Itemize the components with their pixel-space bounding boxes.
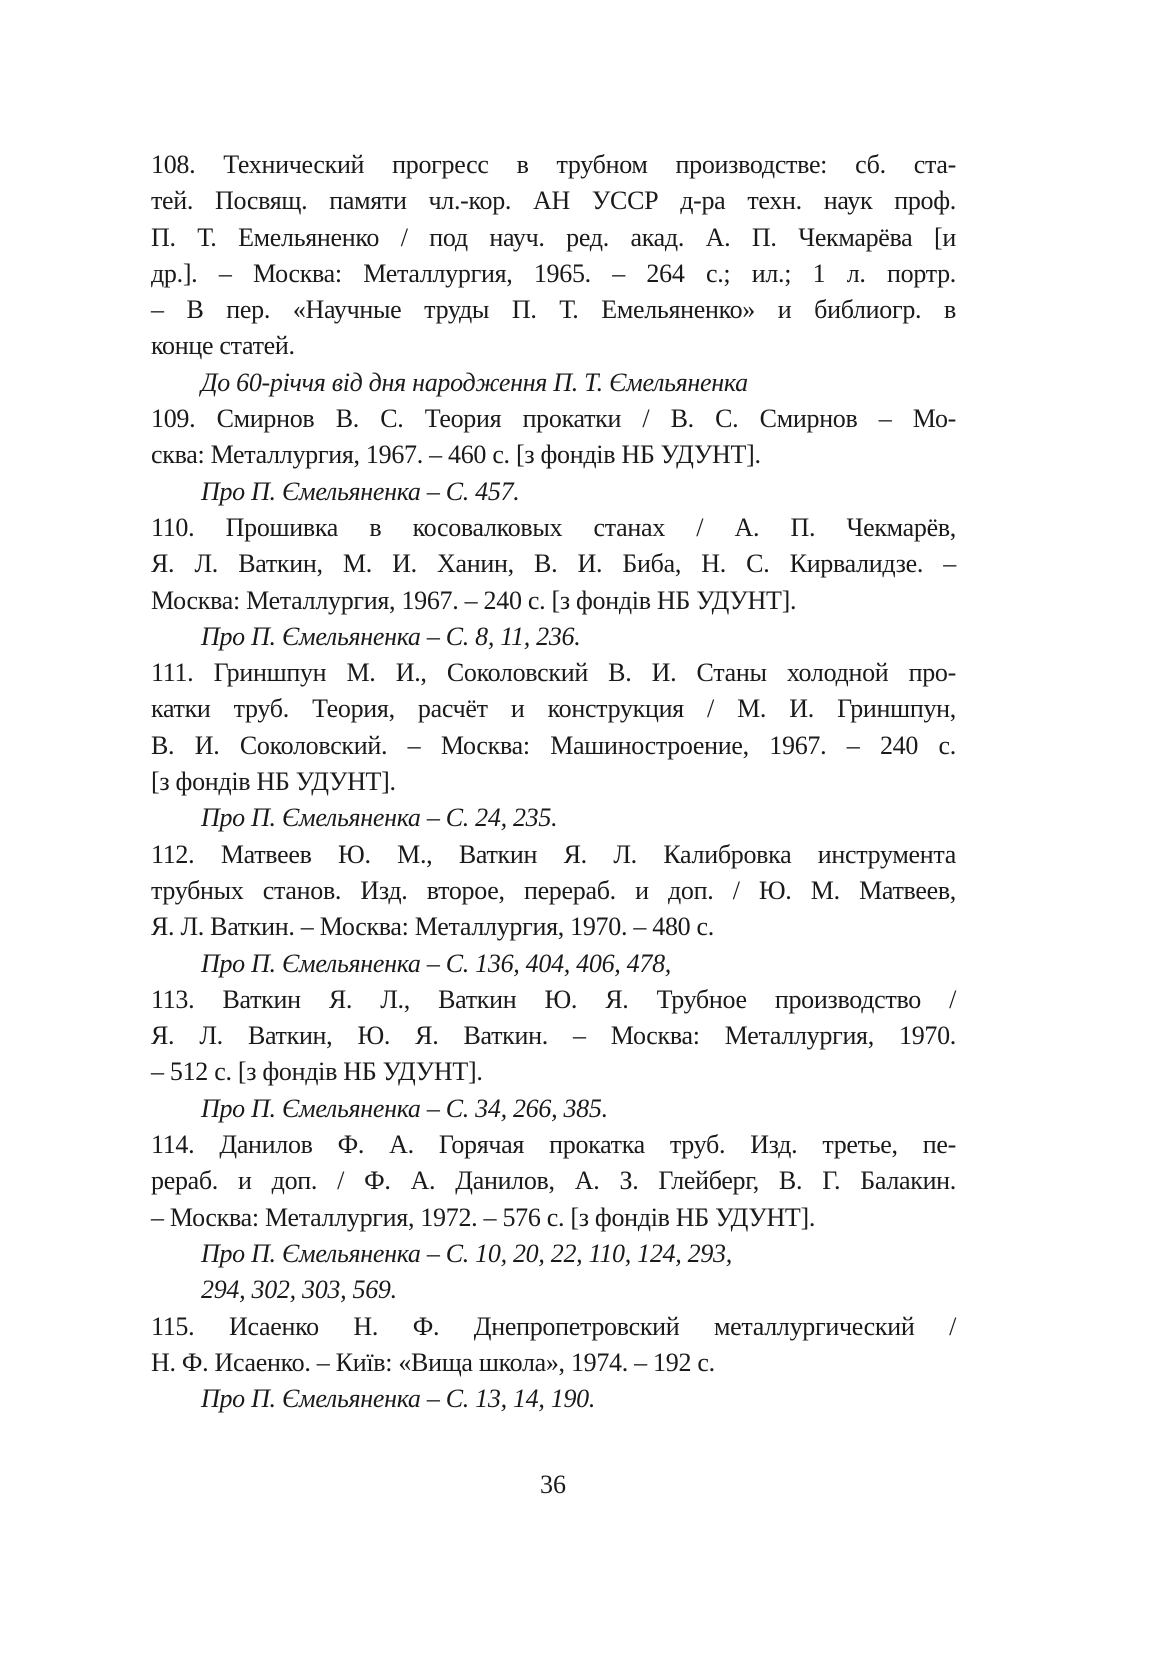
entry-text-line: рераб. и доп. / Ф. А. Данилов, А. З. Глейберг, В. Г. Балакин. [151,1166,956,1196]
bibliography-entry [151,401,956,510]
entry-note: Про П. Ємельяненка – С. 34, 266, 385. [201,1093,608,1123]
entry-note: 294, 302, 303, 569. [201,1275,397,1305]
entry-note: Про П. Ємельяненка – С. 24, 235. [201,803,558,833]
entry-text-line: 114. Данилов Ф. А. Горячая прокатка труб. Изд. третье, пе- [151,1130,956,1160]
entry-text-line: 111. Гриншпун М. И., Соколовский В. И. Станы холодной про- [151,658,956,688]
entry-text-line: – В пер. «Научные труды П. Т. Емельяненко» и библиогр. в [151,295,956,325]
entry-text-line: Я. Л. Ваткин, Ю. Я. Ваткин. – Москва: Металлургия, 1970. [151,1021,956,1051]
entry-text-line: 115. Исаенко Н. Ф. Днепропетровский металлургический / [151,1311,956,1341]
bibliography-list [151,147,956,1417]
entry-text-line: др.]. – Москва: Металлургия, 1965. – 264 с.; ил.; 1 л. портр. [151,258,956,288]
entry-text-line: 109. Смирнов В. С. Теория прокатки / В. С. Смирнов – Мо- [151,404,956,434]
entry-text-line: конце статей. [151,331,295,361]
bibliography-entry [151,1309,956,1418]
entry-note: Про П. Ємельяненка – С. 136, 404, 406, 478, [201,948,671,978]
entry-text-line: 110. Прошивка в косовалковых станах / А. П. Чекмарёв, [151,512,956,542]
entry-text-line: П. Т. Емельяненко / под науч. ред. акад. А. П. Чекмарёва [и [151,222,956,252]
entry-text-line: Я. Л. Ваткин. – Москва: Металлургия, 1970. – 480 с. [151,912,714,942]
bibliography-entry [151,655,956,836]
entry-text-line: трубных станов. Изд. второе, перераб. и доп. / Ю. М. Матвеев, [151,875,956,905]
bibliography-entry [151,982,956,1127]
entry-text-line: В. И. Соколовский. – Москва: Машиностроение, 1967. – 240 с. [151,730,956,760]
entry-text-line: – 512 с. [з фондів НБ УДУНТ]. [151,1057,483,1087]
entry-note: Про П. Ємельяненка – С. 13, 14, 190. [201,1384,596,1414]
entry-note: Про П. Ємельяненка – С. 10, 20, 22, 110, 124, 293, [201,1238,732,1268]
bibliography-entry [151,147,956,401]
bibliography-entry [151,1127,956,1308]
entry-text-line: Москва: Металлургия, 1967. – 240 с. [з фондів НБ УДУНТ]. [151,585,797,615]
entry-note: Про П. Ємельяненка – С. 457. [201,476,520,506]
entry-text-line: [з фондів НБ УДУНТ]. [151,767,396,797]
entry-text-line: 113. Ваткин Я. Л., Ваткин Ю. Я. Трубное производство / [151,984,956,1014]
page-number: 36 [540,1470,566,1499]
entry-text-line: 112. Матвеев Ю. М., Ваткин Я. Л. Калибровка инструмента [151,839,956,869]
entry-text-line: 108. Технический прогресс в трубном производстве: сб. ста- [151,150,956,179]
entry-note: До 60-річчя від дня народження П. Т. Ємельяненка [201,367,748,397]
entry-text-line: тей. Посвящ. памяти чл.-кор. АН УССР д-ра техн. наук проф. [151,186,956,216]
bibliography-entry [151,510,956,655]
entry-text-line: сква: Металлургия, 1967. – 460 с. [з фондів НБ УДУНТ]. [151,440,761,470]
entry-note: Про П. Ємельяненка – С. 8, 11, 236. [201,621,581,651]
entry-text-line: катки труб. Теория, расчёт и конструкция / М. И. Гриншпун, [151,694,956,724]
bibliography-entry [151,837,956,982]
entry-text-line: – Москва: Металлургия, 1972. – 576 с. [з фондів НБ УДУНТ]. [151,1202,816,1232]
entry-text-line: Я. Л. Ваткин, М. И. Ханин, В. И. Биба, Н. С. Кирвалидзе. – [151,549,956,579]
entry-text-line: Н. Ф. Исаенко. – Київ: «Вища школа», 1974. – 192 с. [151,1347,715,1377]
